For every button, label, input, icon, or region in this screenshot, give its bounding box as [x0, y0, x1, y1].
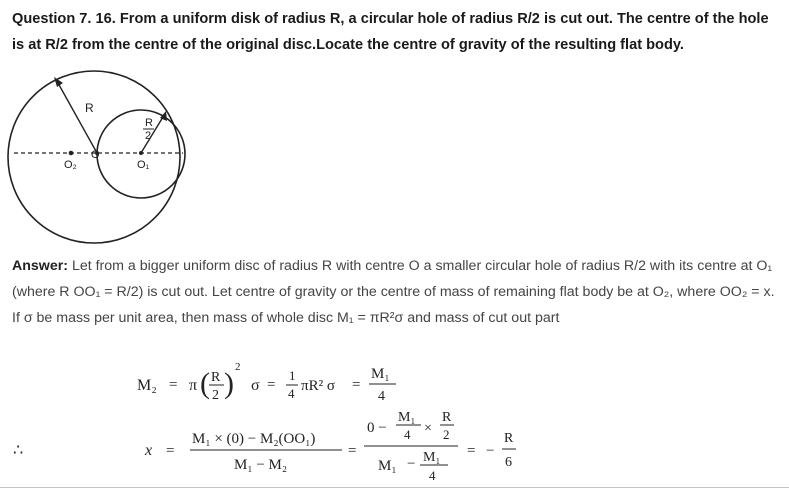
label-O: O	[91, 149, 100, 161]
question-text: Question 7. 16. From a uniform disk of radius R, a circular hole of radius R/2 is cut out. The centre of the hole is at R/2 from the centre of the original disc.Locate the centre of gravity of the resulting flat body.	[12, 11, 769, 53]
eq1-eq3: =	[352, 377, 361, 393]
eq1-frac-num: R	[211, 370, 221, 385]
label-R-half-den: 2	[145, 130, 152, 142]
eq2-res-R: R	[504, 431, 514, 446]
eq2-inner-m1: M₁	[398, 410, 416, 425]
eq2-num: M₁ × (0) − M₂(OO₁)	[192, 431, 316, 447]
eq1-four: 4	[288, 386, 295, 401]
eq2-den-m1: M₁	[378, 458, 397, 474]
bottom-divider	[0, 487, 789, 488]
eq2-eq2: =	[348, 443, 357, 459]
eq1-frac-den: 2	[212, 388, 219, 403]
answer-heading: Answer:	[12, 258, 68, 274]
eq1-lhs: M₂	[137, 377, 157, 394]
eq1-rparen: )	[224, 367, 234, 400]
eq2-res-6: 6	[505, 455, 512, 470]
eq2-den-m1b: M₁	[423, 450, 441, 465]
eq1-one: 1	[289, 368, 296, 383]
eq2-den: M₁ − M₂	[234, 457, 288, 473]
eq2-inner-4: 4	[404, 427, 411, 442]
eq2-den-4: 4	[429, 468, 436, 483]
label-O1: O₁	[137, 159, 150, 171]
eq2-eq: =	[166, 443, 175, 459]
eq1-lparen: (	[200, 367, 210, 400]
eq2-minus: −	[486, 443, 495, 459]
eq1-m1den: 4	[378, 389, 385, 404]
eq1-exp: 2	[235, 361, 241, 373]
answer-paragraph: Let from a bigger uniform disc of radius R with centre O a smaller circular hole of radius R/2 with its centre at O₁ (where R OO₁ = R/2) is cut out. Let centre of gravity or the centre of mass of remaining flat body be at O₂, where OO₂ = x. If σ be mass per unit area, then mass of whole disc M₁ = πR²σ and mass of cut out part	[12, 258, 775, 326]
label-R-half-num: R	[145, 117, 153, 129]
eq2-inner-2: 2	[443, 427, 450, 442]
eq1-sigma: σ	[251, 377, 260, 394]
label-O2: O₂	[64, 159, 77, 171]
eq2-den-minus: −	[407, 456, 416, 472]
eq2-eq3: =	[467, 443, 476, 459]
eq1-eq: =	[169, 377, 178, 393]
eq1-pi: π	[189, 377, 198, 394]
eq1-piR2sigma: πR² σ	[301, 378, 335, 394]
eq1-eq2: =	[267, 377, 276, 393]
eq2-inner-zero: 0 −	[367, 420, 387, 436]
eq2-times: ×	[424, 421, 432, 436]
eq1-m1: M₁	[371, 366, 390, 382]
eq2-therefore: ∴	[13, 442, 24, 459]
eq2-inner-R: R	[442, 410, 452, 425]
eq2-x: x	[145, 442, 153, 459]
label-R: R	[85, 101, 94, 115]
